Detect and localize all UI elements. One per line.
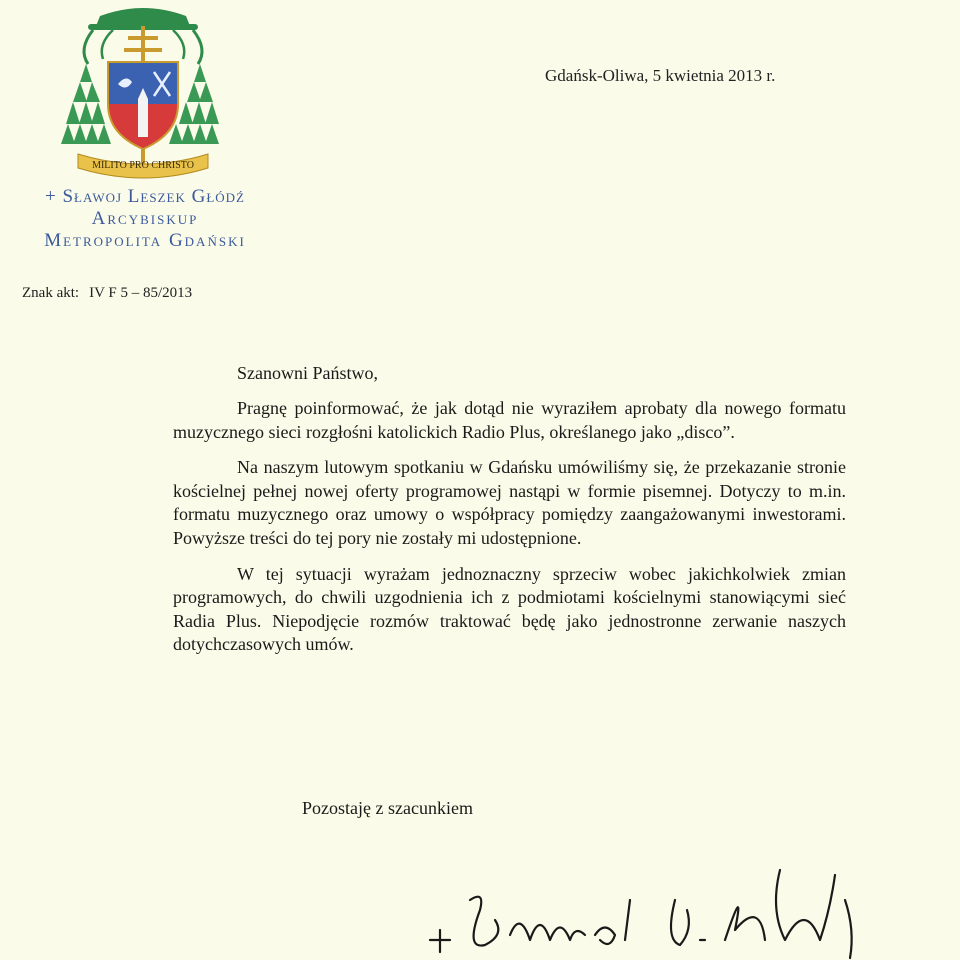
letter-body: [173, 397, 846, 669]
place-and-date: Gdańsk-Oliwa, 5 kwietnia 2013 r.: [545, 66, 776, 85]
closing-line: Pozostaję z szacunkiem: [302, 798, 473, 818]
paragraph: Pragnę poinformować, że jak dotąd nie wyraziłem aprobaty dla nowego formatu muzycznego sieci rozgłośni katolickich Radio Plus, określanego jako „disco”.: [173, 398, 846, 442]
letterhead-sender: [0, 186, 290, 252]
svg-text:MILITO PRO CHRISTO: MILITO PRO CHRISTO: [92, 160, 194, 171]
reference-label: Znak akt:: [22, 285, 80, 301]
sender-name: + Sławoj Leszek Głódź: [45, 186, 245, 207]
paragraph: Na naszym lutowym spotkaniu w Gdańsku umówiliśmy się, że przekazanie stronie kościelnej pełnej nowej oferty programowej nastąpi w formie pisemnej. Dotyczy to m.in. formatu muzycznego oraz umowy o współpracy pomiędzy zaangażowanymi inwestorami. Powyższe treści do tej pory nie zostały mi udostępnione.: [173, 457, 846, 548]
reference-number: [22, 285, 192, 302]
coat-of-arms-icon: [58, 4, 228, 184]
paragraph: W tej sytuacji wyrażam jednoznaczny sprzeciw wobec jakichkolwiek zmian programowych, do chwili uzgodnienia ich z podmiotami kościelnymi stanowiącymi sieć Radia Plus. Niepodjęcie rozmów traktować będę jako jednostronne zerwanie naszych dotychczasowych umów.: [173, 563, 846, 655]
sender-office: Metropolita Gdański: [44, 230, 246, 251]
salutation: Szanowni Państwo,: [237, 363, 378, 383]
handwritten-signature: [425, 840, 885, 960]
reference-value: IV F 5 – 85/2013: [89, 285, 193, 301]
sender-title: Arcybiskup: [91, 208, 199, 229]
